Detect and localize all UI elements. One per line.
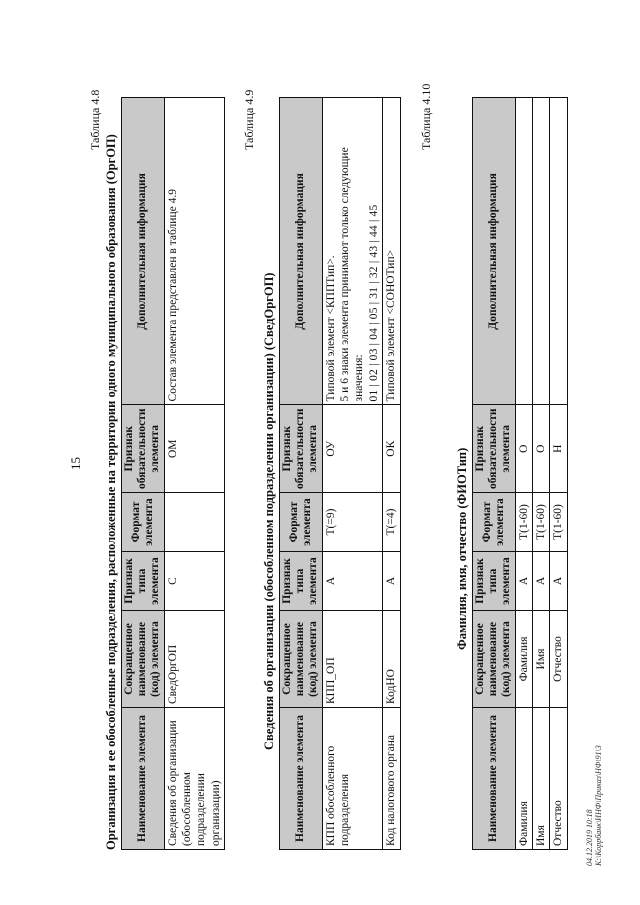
table-row: [533, 98, 550, 850]
header-info: Дополнительная информация: [473, 98, 516, 405]
cell-required: О: [515, 405, 532, 493]
table-4-9-section: [242, 89, 401, 850]
cell-required: ОУ: [322, 405, 383, 493]
header-name: Наименование элемента: [280, 708, 323, 850]
table-4-10: [472, 97, 568, 850]
header-name: Наименование элемента: [122, 708, 165, 850]
header-code: Сокращенное наименование (код) элемента: [280, 611, 323, 708]
cell-code: Отчество: [550, 611, 567, 708]
cell-type: А: [383, 552, 400, 611]
cell-info: [533, 98, 550, 405]
table-4-9-title: Сведения об организации (обособленном подразделении организации) (СведОргОП): [262, 272, 276, 750]
table-row: [164, 98, 225, 850]
cell-code: КодНО: [383, 611, 400, 708]
table-4-8-label: Таблица 4.8: [88, 89, 102, 150]
cell-info: Типовой элемент <СОНОТип>: [383, 98, 400, 405]
table-row: [383, 98, 400, 850]
print-footer: [585, 745, 604, 866]
header-code: Сокращенное наименование (код) элемента: [473, 611, 516, 708]
header-required: Признак обязательности элемента: [280, 405, 323, 493]
table-4-10-label: Таблица 4.10: [419, 83, 433, 150]
header-format: Формат элемента: [280, 493, 323, 552]
cell-required: ОК: [383, 405, 400, 493]
header-name: Наименование элемента: [473, 708, 516, 850]
cell-info: Состав элемента представлен в таблице 4.9: [164, 98, 225, 405]
table-header-row: [473, 98, 516, 850]
cell-type: С: [164, 552, 225, 611]
footer-timestamp: 04.12.2019 10:18: [584, 809, 594, 866]
table-4-10-section: [419, 83, 568, 850]
header-required: Признак обязательности элемента: [473, 405, 516, 493]
cell-required: О: [533, 405, 550, 493]
cell-info: [550, 98, 567, 405]
cell-format: Т(1-60): [515, 493, 532, 552]
cell-format: [164, 493, 225, 552]
cell-format: Т(1-60): [533, 493, 550, 552]
cell-info: [515, 98, 532, 405]
cell-format: Т(=4): [383, 493, 400, 552]
cell-type: А: [322, 552, 383, 611]
table-4-8-title: Организация и ее обособленные подразделения, расположенные на территории одного муниципального образования (ОргОП): [104, 134, 118, 850]
cell-code: Фамилия: [515, 611, 532, 708]
cell-required: Н: [550, 405, 567, 493]
cell-name: Имя: [533, 708, 550, 850]
rotated-page: [60, 40, 604, 870]
cell-info: [322, 98, 383, 405]
table-4-10-title: Фамилия, имя, отчество (ФИОТип): [455, 447, 469, 650]
table-row: [515, 98, 532, 850]
cell-code: КПП_ОП: [322, 611, 383, 708]
header-type: Признак типа элемента: [473, 552, 516, 611]
cell-name: Отчество: [550, 708, 567, 850]
allowed-codes: 01 | 02 | 03 | 04 | 05 | 31 | 32 | 43 | 44 | 45: [367, 204, 380, 402]
table-4-8-section: [88, 89, 225, 850]
header-format: Формат элемента: [473, 493, 516, 552]
header-format: Формат элемента: [122, 493, 165, 552]
cell-type: А: [550, 552, 567, 611]
table-4-9: [279, 97, 401, 850]
table-header-row: [280, 98, 323, 850]
table-4-8: [121, 97, 225, 850]
header-info: Дополнительная информация: [122, 98, 165, 405]
header-required: Признак обязательности элемента: [122, 405, 165, 493]
table-4-9-label: Таблица 4.9: [242, 89, 256, 150]
header-type: Признак типа элемента: [280, 552, 323, 611]
cell-type: А: [533, 552, 550, 611]
header-type: Признак типа элемента: [122, 552, 165, 611]
table-row: [322, 98, 383, 850]
cell-type: А: [515, 552, 532, 611]
cell-name: Сведения об организации (обособленном подразделении организации): [164, 708, 225, 850]
cell-name: Код налогового органа: [383, 708, 400, 850]
cell-format: Т(1-60): [550, 493, 567, 552]
info-line: 5 и 6 знаки элемента принимают только следующие значения:: [339, 147, 366, 402]
header-info: Дополнительная информация: [280, 98, 323, 405]
table-row: [550, 98, 567, 850]
footer-path: К:\Коррбанк\ИНФ\Приказ\НФ\91\3: [594, 745, 604, 866]
info-line: Типовой элемент <КППТип>.: [324, 255, 337, 402]
cell-code: Имя: [533, 611, 550, 708]
cell-required: ОМ: [164, 405, 225, 493]
cell-format: Т(=9): [322, 493, 383, 552]
cell-name: Фамилия: [515, 708, 532, 850]
cell-code: СведОргОП: [164, 611, 225, 708]
page-number: 15: [68, 457, 83, 470]
header-code: Сокращенное наименование (код) элемента: [122, 611, 165, 708]
table-header-row: [122, 98, 165, 850]
cell-name: КПП обособленного подразделения: [322, 708, 383, 850]
